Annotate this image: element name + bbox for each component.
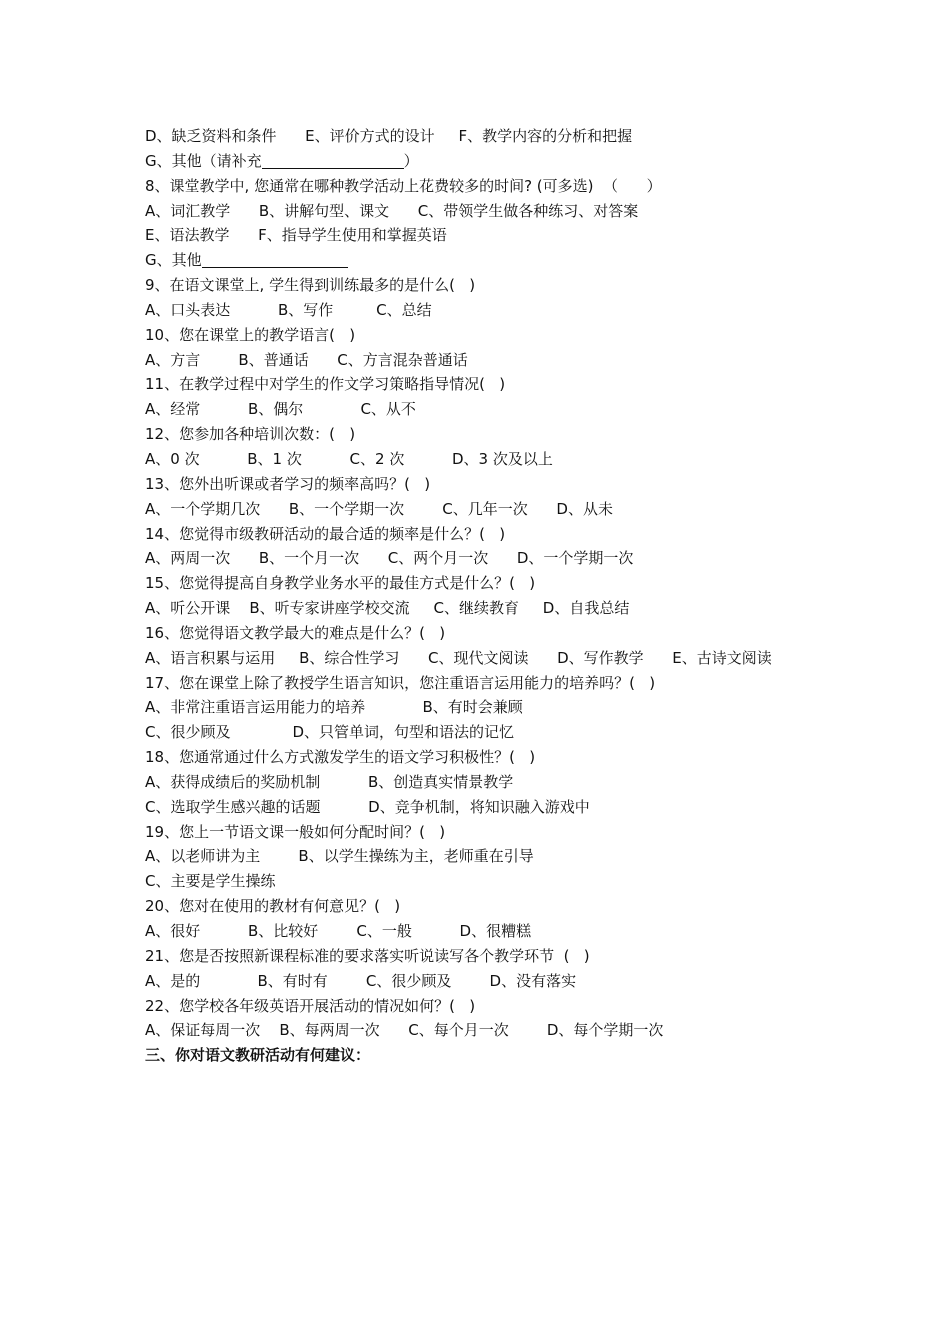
option-line: C、选取学生感兴趣的话题 D、竞争机制，将知识融入游戏中	[145, 797, 590, 816]
option-line: A、获得成绩后的奖励机制 B、创造真实情景教学	[145, 772, 514, 791]
option-line: A、口头表达 B、写作 C、总结	[145, 300, 432, 319]
option-line: A、保证每周一次 B、每两周一次 C、每个月一次 D、每个学期一次	[145, 1021, 664, 1040]
option-line: A、两周一次 B、一个月一次 C、两个月一次 D、一个学期一次	[145, 549, 634, 568]
option-line-fill-in	[145, 149, 925, 174]
question-line: 12、您参加各种培训次数：( )	[145, 425, 356, 444]
option-line: A、非常注重语言运用能力的培养 B、有时会兼顾	[145, 698, 523, 717]
question-line: 18、您通常通过什么方式激发学生的语文学习积极性？( )	[145, 748, 536, 767]
section-heading: 三、你对语文教研活动有何建议：	[145, 1046, 371, 1065]
fill-in-blank	[262, 153, 404, 169]
option-line: A、是的 B、有时有 C、很少顾及 D、没有落实	[145, 971, 577, 990]
question-line: 8、课堂教学中, 您通常在哪种教学活动上花费较多的时间? (可多选) （ ）	[145, 176, 662, 195]
option-line: D、缺乏资料和条件 E、评价方式的设计 F、教学内容的分析和把握	[145, 127, 633, 145]
option-line: A、很好 B、比较好 C、一般 D、很糟糕	[145, 922, 532, 940]
question-line: 17、您在课堂上除了教授学生语言知识，您注重语言运用能力的培养吗？( )	[145, 673, 656, 692]
question-line: 13、您外出听课或者学习的频率高吗？( )	[145, 474, 431, 493]
option-line: A、以老师讲为主 B、以学生操练为主，老师重在引导	[145, 847, 534, 866]
option-line-fill-in	[145, 248, 925, 273]
question-line: 10、您在课堂上的教学语言( )	[145, 325, 356, 344]
option-line: A、听公开课 B、听专家讲座学校交流 C、继续教育 D、自我总结	[145, 599, 630, 618]
question-line: 22、您学校各年级英语开展活动的情况如何？( )	[145, 996, 476, 1015]
option-text: G、其他	[145, 251, 202, 270]
questionnaire-page	[145, 124, 925, 1068]
question-line: 9、在语文课堂上, 学生得到训练最多的是什么( )	[145, 276, 476, 295]
option-text: ）	[403, 151, 419, 170]
option-line: C、主要是学生操练	[145, 872, 276, 891]
fill-in-blank	[202, 252, 348, 268]
option-line: A、方言 B、普通话 C、方言混杂普通话	[145, 350, 468, 369]
question-line: 19、您上一节语文课一般如何分配时间？( )	[145, 822, 446, 841]
question-line: 16、您觉得语文教学最大的难点是什么？( )	[145, 623, 446, 642]
option-line: E、语法教学 F、指导学生使用和掌握英语	[145, 226, 447, 245]
option-line: A、经常 B、偶尔 C、从不	[145, 400, 416, 419]
option-line: A、语言积累与运用 B、综合性学习 C、现代文阅读 D、写作教学 E、古诗文阅读	[145, 648, 772, 667]
question-line: 14、您觉得市级教研活动的最合适的频率是什么？( )	[145, 524, 506, 543]
option-text: G、其他（请补充	[145, 151, 262, 170]
option-line: C、很少顾及 D、只管单词，句型和语法的记忆	[145, 723, 515, 742]
option-line: A、词汇教学 B、讲解句型、课文 C、带领学生做各种练习、对答案	[145, 201, 639, 220]
question-line: 21、您是否按照新课程标准的要求落实听说读写各个教学环节 ( )	[145, 946, 590, 965]
option-line: A、一个学期几次 B、一个学期一次 C、几年一次 D、从未	[145, 499, 613, 518]
question-line: 11、在教学过程中对学生的作文学习策略指导情况( )	[145, 375, 506, 394]
option-line: A、0 次 B、1 次 C、2 次 D、3 次及以上	[145, 449, 553, 468]
question-line: 15、您觉得提高自身教学业务水平的最佳方式是什么？( )	[145, 574, 536, 593]
question-line: 20、您对在使用的教材有何意见？( )	[145, 897, 401, 916]
